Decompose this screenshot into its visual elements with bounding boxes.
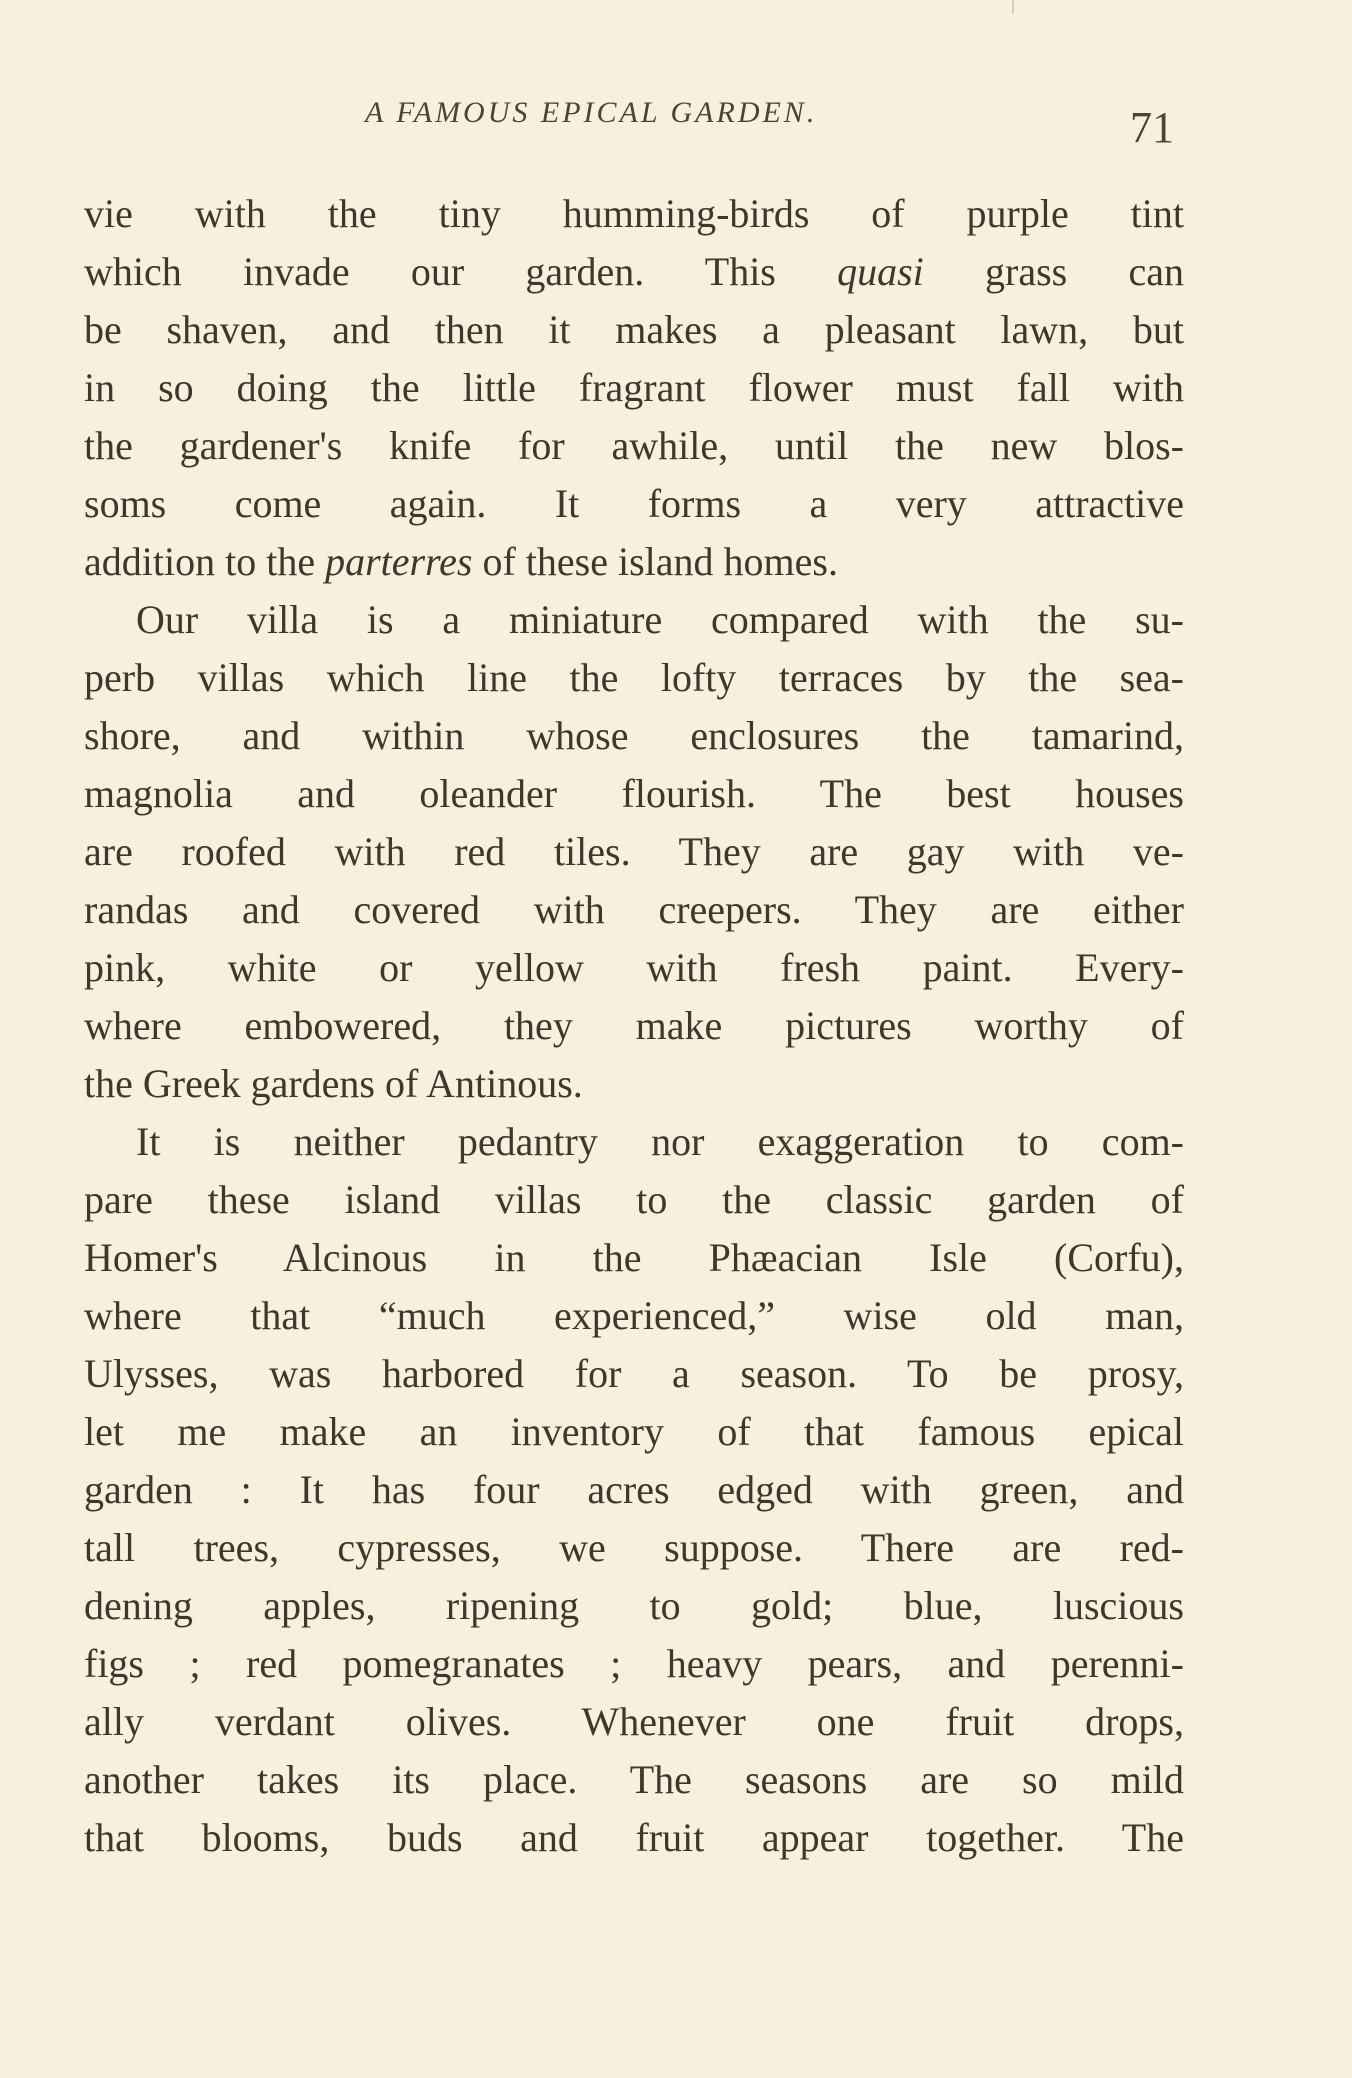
text-line [84,1403,1184,1461]
text-line [84,301,1184,359]
text-run: be shaven, and then it makes a pleasant lawn, but [84,307,1184,352]
text-line [84,359,1184,417]
text-line [84,1809,1184,1867]
text-run: addition to the [84,539,326,584]
text-line [84,1113,1184,1171]
text-run: shore, and within whose enclosures the tamarind, [84,713,1184,758]
text-run: the gardener's knife for awhile, until the new blos- [84,423,1184,468]
running-head [0,96,1352,152]
text-line [84,1055,1184,1113]
text-run: randas and covered with creepers. They are either [84,887,1184,932]
text-run: of these island homes. [472,539,838,584]
text-line [84,939,1184,997]
text-run: garden : It has four acres edged with green, and [84,1467,1184,1512]
text-run: Ulysses, was harbored for a season. To be prosy, [84,1351,1184,1396]
italic-word: quasi [837,249,924,294]
text-run: pink, white or yellow with fresh paint. Every- [84,945,1184,990]
text-run: dening apples, ripening to gold; blue, luscious [84,1583,1184,1628]
italic-word: parterres [325,539,473,584]
text-line [84,1693,1184,1751]
text-line [84,881,1184,939]
text-line [84,997,1184,1055]
text-line [84,1229,1184,1287]
body-text [84,185,1184,1867]
text-line [84,765,1184,823]
text-line [84,533,1184,591]
text-run: where that “much experienced,” wise old man, [84,1293,1184,1338]
text-line [84,185,1184,243]
page-number: 71 [1130,103,1174,152]
running-title: A FAMOUS EPICAL GARDEN. [365,96,818,129]
text-run: Our villa is a miniature compared with the su- [136,597,1184,642]
text-run: grass can [923,249,1184,294]
text-line [84,243,1184,301]
text-line [84,649,1184,707]
text-line [84,1287,1184,1345]
text-run: It is neither pedantry nor exaggeration to com- [136,1119,1184,1164]
text-line [84,1635,1184,1693]
text-run: Homer's Alcinous in the Phæacian Isle (Corfu), [84,1235,1184,1280]
text-line [84,1751,1184,1809]
text-run: soms come again. It forms a very attractive [84,481,1184,526]
text-line [84,1345,1184,1403]
text-line [84,1519,1184,1577]
text-run: which invade our garden. This [84,249,838,294]
text-line [84,1577,1184,1635]
text-run: the Greek gardens of Antinous. [84,1061,583,1106]
text-run: pare these island villas to the classic garden of [84,1177,1184,1222]
text-run: another takes its place. The seasons are so mild [84,1757,1184,1802]
text-run: perb villas which line the lofty terraces by the sea- [84,655,1184,700]
text-line [84,823,1184,881]
text-run: that blooms, buds and fruit appear together. The [84,1815,1184,1860]
text-line [84,417,1184,475]
text-run: where embowered, they make pictures worthy of [84,1003,1184,1048]
text-run: ally verdant olives. Whenever one fruit drops, [84,1699,1184,1744]
text-run: tall trees, cypresses, we suppose. There are red- [84,1525,1184,1570]
text-run: figs ; red pomegranates ; heavy pears, and perenni- [84,1641,1184,1686]
page-edge-mark [1012,0,1014,14]
text-run: vie with the tiny humming-birds of purple tint [84,191,1184,236]
text-line [84,475,1184,533]
text-line [84,1461,1184,1519]
text-run: are roofed with red tiles. They are gay with ve- [84,829,1184,874]
text-line [84,1171,1184,1229]
text-run: in so doing the little fragrant flower must fall with [84,365,1184,410]
text-line [84,591,1184,649]
text-line [84,707,1184,765]
text-run: let me make an inventory of that famous epical [84,1409,1184,1454]
text-run: magnolia and oleander flourish. The best houses [84,771,1184,816]
